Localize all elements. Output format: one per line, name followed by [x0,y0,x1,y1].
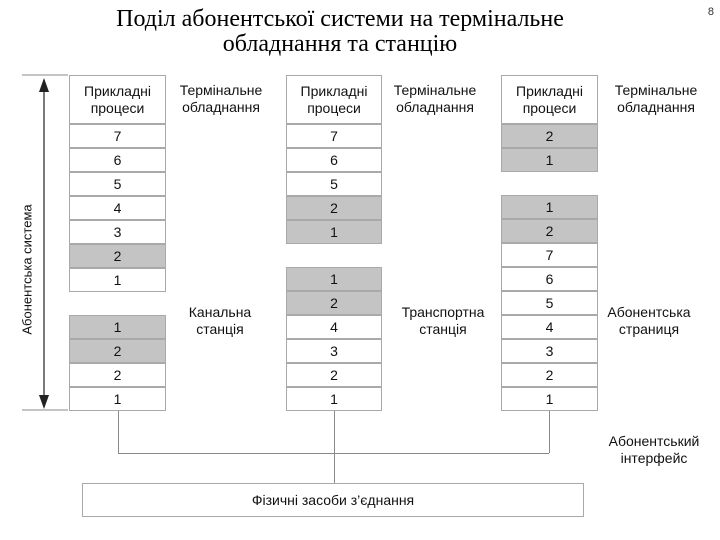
layer-cell: 5 [501,291,598,315]
physical-media-box: Фізичні засоби з’єднання [82,483,584,517]
layer-cell-shaded: 2 [286,196,382,220]
layer-cell: 1 [286,387,382,411]
slide-title: Поділ абонентської системи на термінальне обладнання та станцію [116,6,564,57]
layer-cell: 6 [286,148,382,172]
layer-cell-shaded: 1 [286,267,382,291]
subscriber-system-axis-label: Абонентська система [19,204,35,335]
layer-cell: 5 [69,172,166,196]
layer-cell-shaded: 1 [501,195,598,219]
layer-cell: 1 [69,268,166,292]
layer-cell: 7 [69,124,166,148]
terminal-equipment-label-3: Термінальне обладнання [614,82,698,115]
transport-station-label: Транспортна станція [401,304,485,337]
layer-cell: 7 [501,243,598,267]
layer-cell: 4 [69,196,166,220]
subscriber-interface-label: Абонентський інтерфейс [608,433,700,466]
connector-line [334,453,335,483]
layer-cell: 1 [501,387,598,411]
terminal-equipment-label-1: Термінальне обладнання [179,82,263,115]
layer-cell-shaded: 2 [69,339,166,363]
connector-line [549,411,550,453]
layer-cell: 1 [69,387,166,411]
column-3-header: Прикладні процеси [501,75,598,124]
layer-cell-shaded: 2 [501,124,598,148]
subscriber-station-label: Абонентська страниця [607,304,691,337]
layer-cell: 2 [69,363,166,387]
layer-cell: 7 [286,124,382,148]
layer-cell-shaded: 1 [69,315,166,339]
channel-station-label: Канальна станція [188,304,252,337]
layer-cell: 4 [501,315,598,339]
layer-cell-shaded: 1 [501,148,598,172]
terminal-equipment-label-2: Термінальне обладнання [393,82,477,115]
layer-cell: 2 [501,363,598,387]
connector-line [334,411,335,453]
layer-cell: 2 [286,363,382,387]
layer-cell: 6 [69,148,166,172]
layer-cell: 3 [69,220,166,244]
column-2-header: Прикладні процеси [286,75,382,124]
layer-cell-shaded: 2 [286,291,382,315]
layer-cell: 3 [501,339,598,363]
layer-cell-shaded: 2 [69,244,166,268]
layer-cell-shaded: 1 [286,220,382,244]
connector-line [118,411,119,453]
layer-cell: 5 [286,172,382,196]
column-1-header: Прикладні процеси [69,75,166,124]
layer-cell-shaded: 2 [501,219,598,243]
layer-cell: 3 [286,339,382,363]
layer-cell: 4 [286,315,382,339]
page-number: 8 [707,6,714,18]
layer-cell: 6 [501,267,598,291]
